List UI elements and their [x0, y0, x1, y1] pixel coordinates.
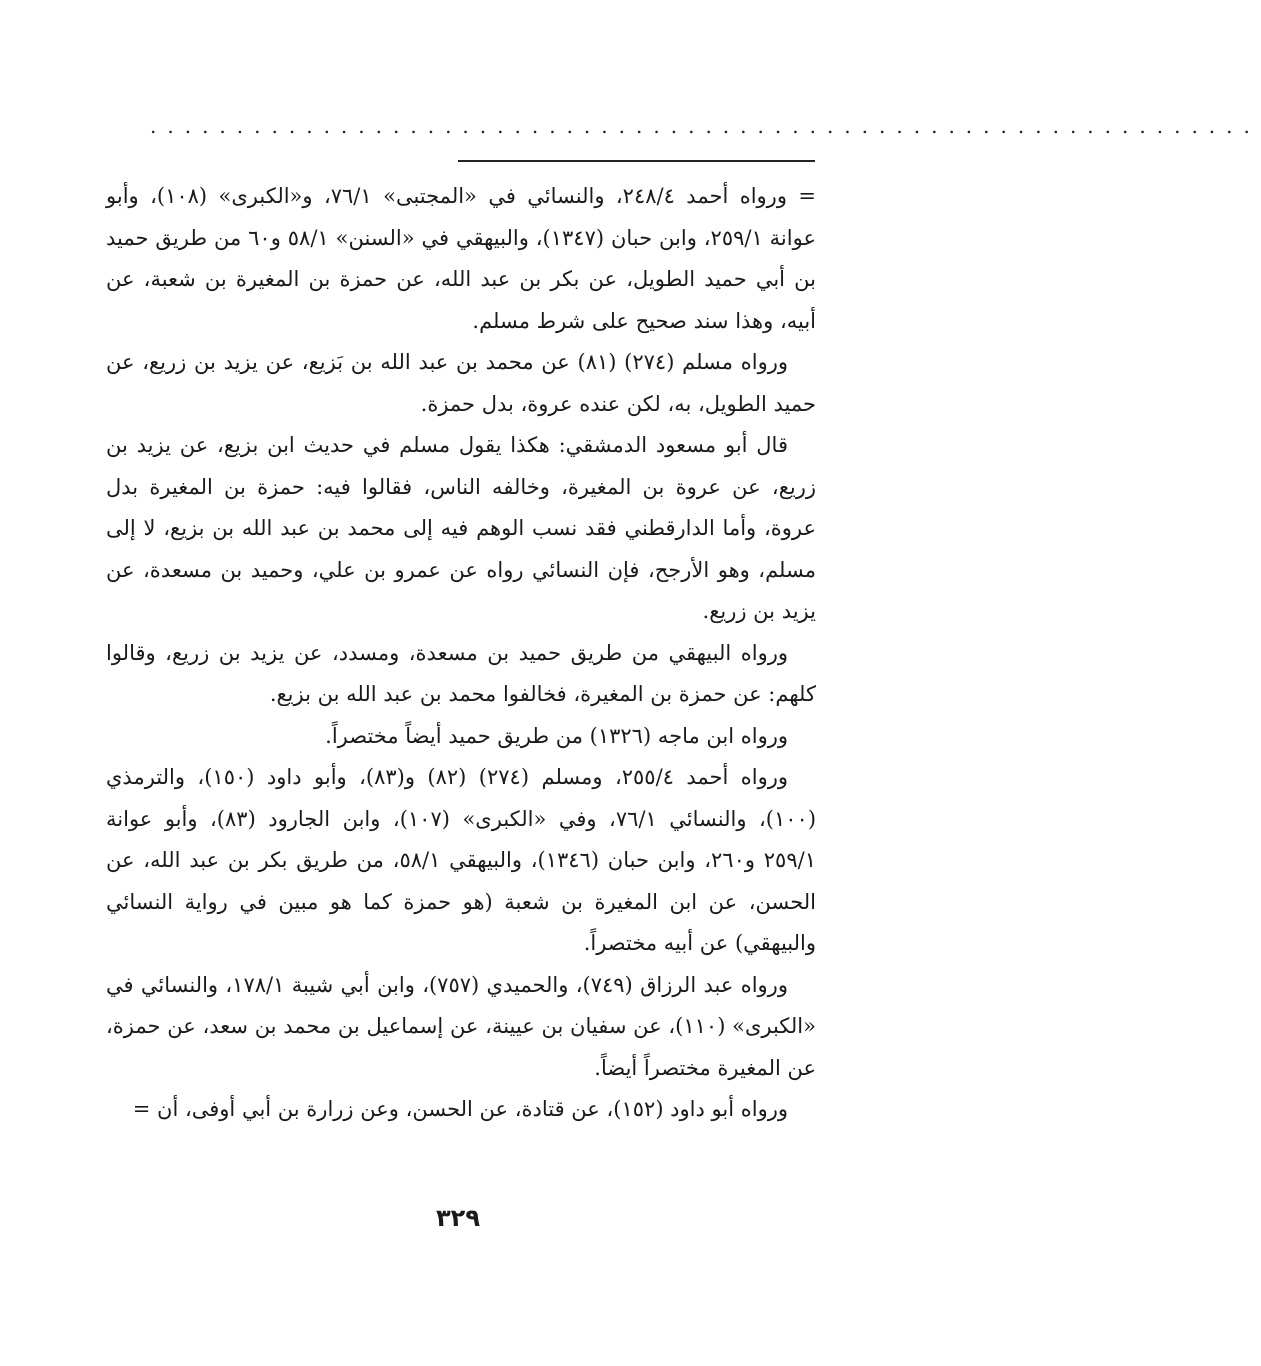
paragraph-7: ورواه عبد الرزاق (٧٤٩)، والحميدي (٧٥٧)، وابن أبي شيبة ١٧٨/١، والنسائي في «الكبرى» (١١٠)، عن سفيان بن عيينة، عن إسماعيل بن محمد بن سعد، عن حمزة، عن المغيرة مختصراً أيضاً.	[106, 972, 816, 1080]
paragraph-2: ورواه مسلم (٢٧٤) (٨١) عن محمد بن عبد الله بن بَزيع، عن يزيد بن زريع، عن حميد الطويل، به، لكن عنده عروة، بدل حمزة.	[106, 350, 816, 416]
paragraph-8: ورواه أبو داود (١٥٢)، عن قتادة، عن الحسن، وعن زرارة بن أبي أوفى، أن =	[132, 1097, 788, 1121]
footnote-text	[106, 176, 816, 1131]
paragraph-5: ورواه ابن ماجه (١٣٢٦) من طريق حميد أيضاً مختصراً.	[325, 723, 788, 748]
footnote-rule	[458, 160, 815, 162]
footnote-separator-dots: ................................................................	[150, 114, 1261, 138]
paragraph-3: قال أبو مسعود الدمشقي: هكذا يقول مسلم في حديث ابن بزيع، عن يزيد بن زريع، عن عروة بن المغيرة، وخالفه الناس، فقالوا فيه: حمزة بن المغيرة بدل عروة، وأما الدارقطني فقد نسب الوهم فيه إلى محمد بن عبد الله بن بزيع، لا إلى مسلم، وهو الأرجح، فإن النسائي رواه عن عمرو بن علي، وحميد بن مسعدة، عن يزيد بن زريع.	[106, 433, 816, 623]
paragraph-1: = ورواه أحمد ٢٤٨/٤، والنسائي في «المجتبى» ٧٦/١، و«الكبرى» (١٠٨)، وأبو عوانة ٢٥٩/١، وابن حبان (١٣٤٧)، والبيهقي في «السنن» ٥٨/١ و٦٠ من طريق حميد بن أبي حميد الطويل، عن بكر بن عبد الله، عن حمزة بن المغيرة بن شعبة، عن أبيه، وهذا سند صحيح على شرط مسلم.	[106, 184, 816, 333]
page-number: ٣٢٩	[436, 1204, 480, 1232]
paragraph-6: ورواه أحمد ٢٥٥/٤، ومسلم (٢٧٤) (٨٢) و(٨٣)، وأبو داود (١٥٠)، والترمذي (١٠٠)، والنسائي ٧٦/١، وفي «الكبرى» (١٠٧)، وابن الجارود (٨٣)، وأبو عوانة ٢٥٩/١ و٢٦٠، وابن حبان (١٣٤٦)، والبيهقي ٥٨/١، من طريق بكر بن عبد الله، عن الحسن، عن ابن المغيرة بن شعبة (هو حمزة كما هو مبين في رواية النسائي والبيهقي) عن أبيه مختصراً.	[106, 765, 817, 955]
paragraph-4: ورواه البيهقي من طريق حميد بن مسعدة، ومسدد، عن يزيد بن زريع، وقالوا كلهم: عن حمزة بن المغيرة، فخالفوا محمد بن عبد الله بن بزيع.	[106, 640, 816, 706]
